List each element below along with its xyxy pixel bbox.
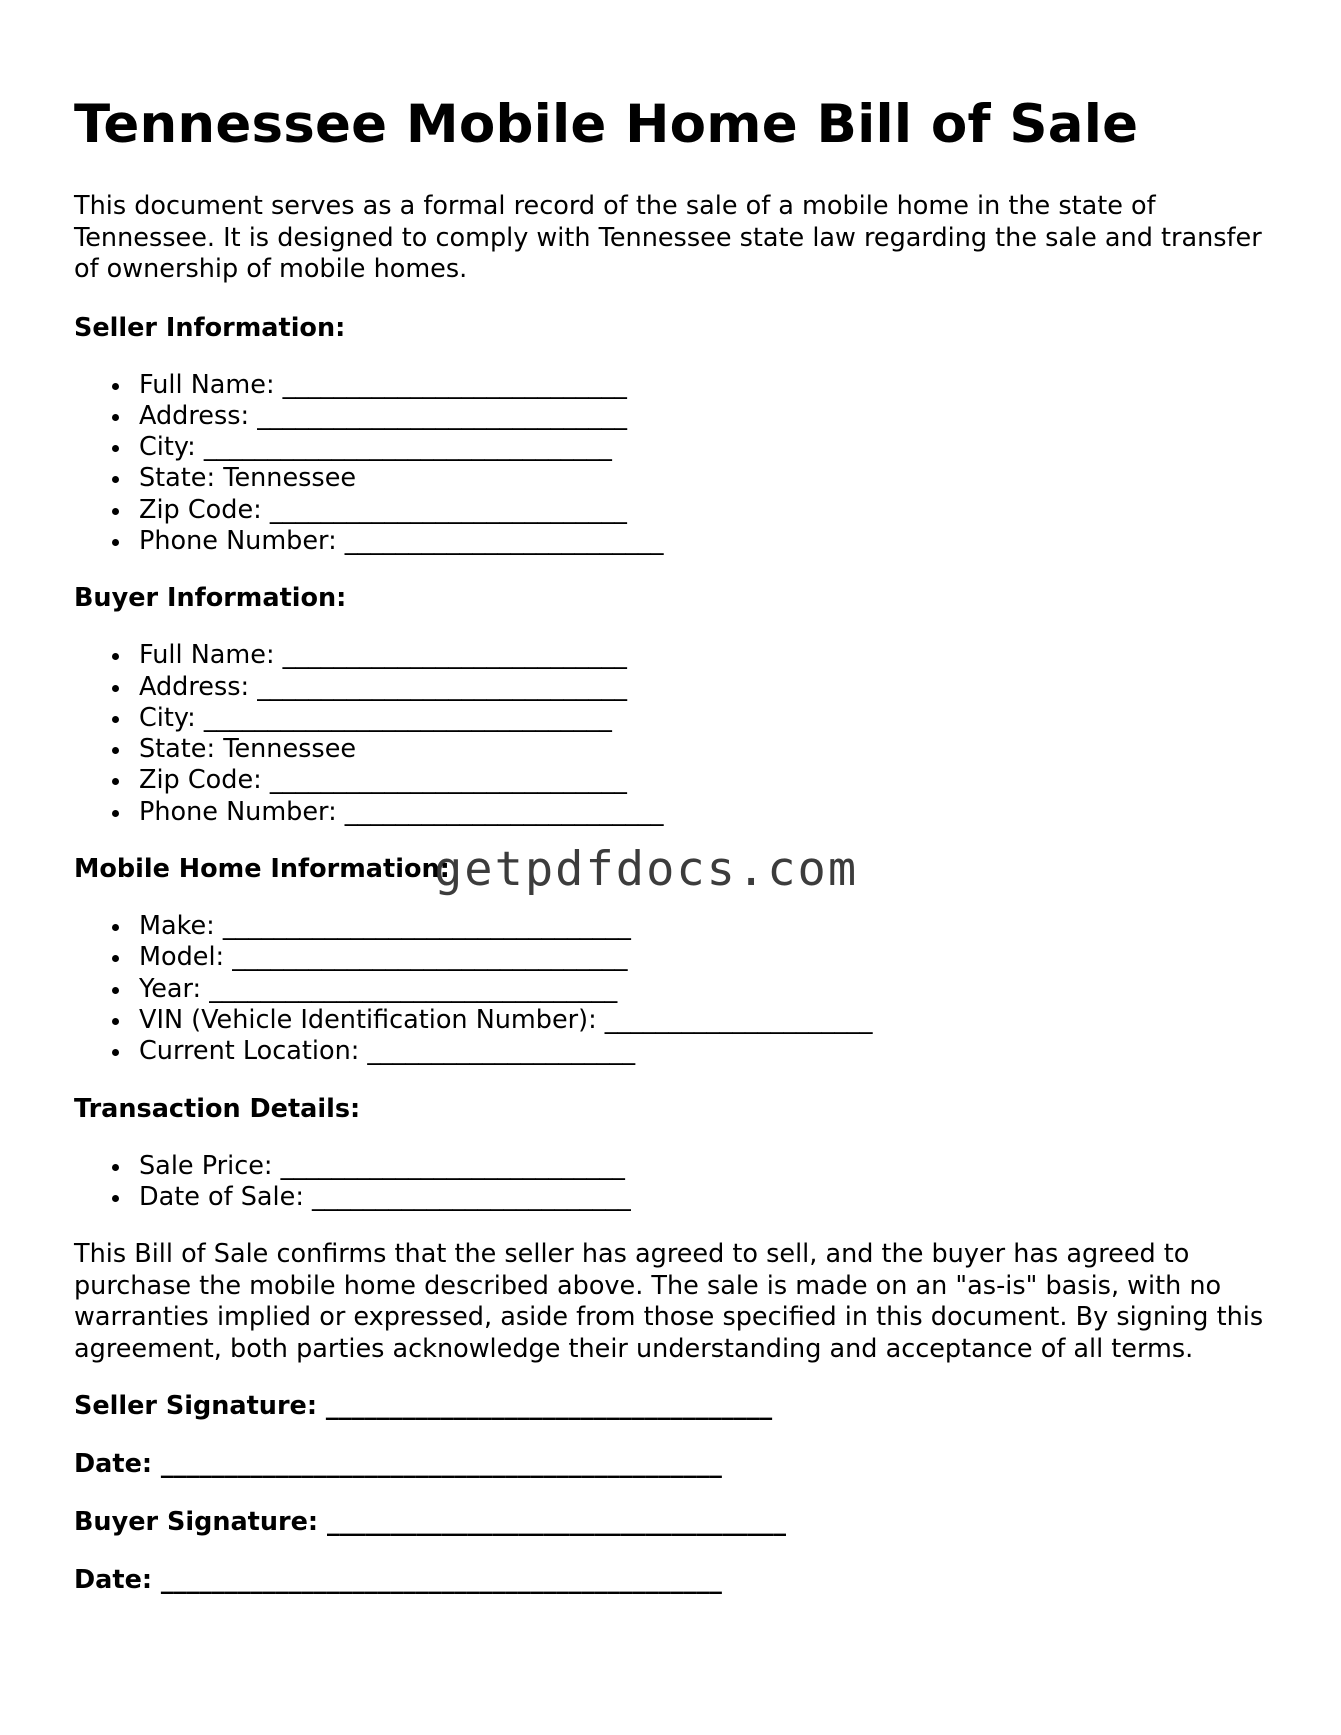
buyer-state-field: State: Tennessee: [74, 734, 1274, 765]
mobile-home-fields-list: [74, 911, 1274, 1067]
document-page: [74, 0, 1274, 1596]
buyer-fields-list: [74, 640, 1274, 828]
buyer-city-field[interactable]: City: ________________________________: [74, 703, 1274, 734]
watermark-text: getpdfdocs.com: [434, 842, 859, 897]
seller-date-line[interactable]: Date: ____________________________________________: [74, 1449, 722, 1480]
buyer-signature-line[interactable]: Buyer Signature: ____________________________________: [74, 1507, 786, 1538]
sale-price-field[interactable]: Sale Price: ___________________________: [74, 1151, 1274, 1182]
seller-address-field[interactable]: Address: _____________________________: [74, 401, 1274, 432]
transaction-fields-list: [74, 1151, 1274, 1214]
buyer-full-name-field[interactable]: Full Name: ___________________________: [74, 640, 1274, 671]
seller-zip-field[interactable]: Zip Code: ____________________________: [74, 495, 1274, 526]
current-location-field[interactable]: Current Location: _____________________: [74, 1036, 1274, 1067]
seller-fields-list: [74, 370, 1274, 558]
document-title: Tennessee Mobile Home Bill of Sale: [74, 94, 1139, 155]
closing-paragraph: This Bill of Sale confirms that the seller has agreed to sell, and the buyer has agreed to purchase the mobile home described above. The sale is made on an "as-is" basis, with no warranties implied or expressed, aside from those specified in this document. By signing this agreement, both parties acknowledge their understanding and acceptance of all terms.: [74, 1239, 1264, 1364]
buyer-date-line[interactable]: Date: ____________________________________________: [74, 1565, 722, 1596]
seller-phone-field[interactable]: Phone Number: _________________________: [74, 526, 1274, 557]
transaction-section-heading: Transaction Details:: [74, 1093, 361, 1124]
mobile-home-section-heading: Mobile Home Information:: [74, 854, 450, 885]
buyer-phone-field[interactable]: Phone Number: _________________________: [74, 797, 1274, 828]
intro-paragraph: This document serves as a formal record of the sale of a mobile home in the state of Tennessee. It is designed to comply with Tennessee state law regarding the sale and transfer of ownership of mobile homes.: [74, 191, 1262, 284]
seller-signature-line[interactable]: Seller Signature: ___________________________________: [74, 1391, 773, 1422]
make-field[interactable]: Make: ________________________________: [74, 911, 1274, 942]
date-of-sale-field[interactable]: Date of Sale: _________________________: [74, 1182, 1274, 1213]
seller-section-heading: Seller Information:: [74, 312, 346, 343]
year-field[interactable]: Year: ________________________________: [74, 974, 1274, 1005]
seller-state-field: State: Tennessee: [74, 463, 1274, 494]
buyer-address-field[interactable]: Address: _____________________________: [74, 672, 1274, 703]
model-field[interactable]: Model: _______________________________: [74, 942, 1274, 973]
seller-city-field[interactable]: City: ________________________________: [74, 432, 1274, 463]
vin-field[interactable]: VIN (Vehicle Identification Number): _____________________: [74, 1005, 1274, 1036]
buyer-zip-field[interactable]: Zip Code: ____________________________: [74, 765, 1274, 796]
buyer-section-heading: Buyer Information:: [74, 583, 347, 614]
seller-full-name-field[interactable]: Full Name: ___________________________: [74, 370, 1274, 401]
